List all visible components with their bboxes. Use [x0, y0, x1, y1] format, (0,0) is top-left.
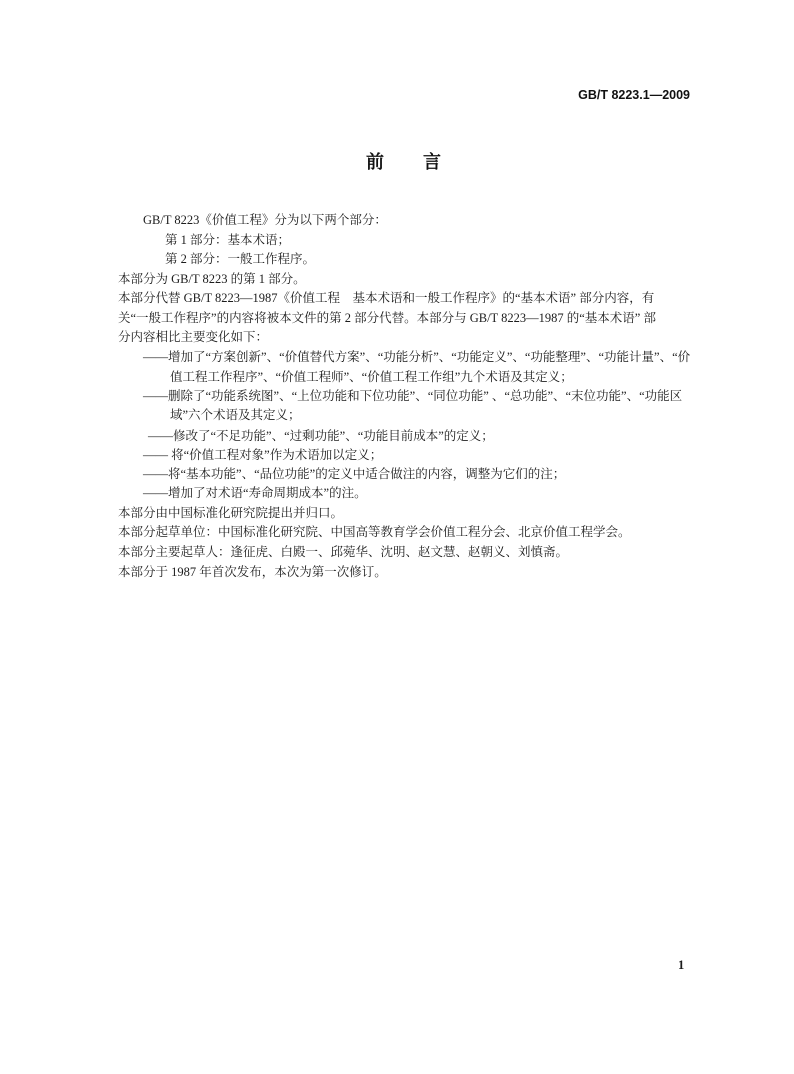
change-item-line: 值工程工作程序”、“价值工程师”、“价值工程工作组”九个术语及其定义；: [170, 369, 573, 384]
change-item-line: ——删除了“功能系统图”、“上位功能和下位功能”、“同位功能” 、“总功能”、“末位功能”、“功能区: [143, 388, 683, 403]
replacement-statement-line: 分内容相比主要变化如下：: [118, 329, 269, 344]
change-item-line: ——增加了对术语“寿命周期成本”的注。: [143, 485, 367, 500]
replacement-statement-line: 本部分代替 GB/T 8223—1987《价值工程 基本术语和一般工作程序》的“基本术语” 部分内容，有: [118, 290, 655, 305]
page-number: 1: [678, 958, 685, 972]
edition-history: 本部分于 1987 年首次发布，本次为第一次修订。: [118, 564, 387, 579]
preface-title: 前 言: [366, 152, 452, 172]
change-item-line: ——修改了“不足功能”、“过剩功能”、“功能目前成本”的定义；: [148, 428, 494, 443]
part-item: 第 1 部分：基本术语；: [165, 232, 291, 247]
part-item: 第 2 部分：一般工作程序。: [165, 251, 316, 266]
standard-number: GB/T 8223.1—2009: [578, 88, 690, 102]
drafters: 本部分主要起草人：逢征虎、白殿一、邱菀华、沈明、赵文慧、赵朝义、刘慎斋。: [118, 544, 569, 559]
change-item-line: —— 将“价值工程对象”作为术语加以定义；: [143, 447, 383, 462]
change-item-line: ——增加了“方案创新”、“价值替代方案”、“功能分析”、“功能定义”、“功能整理”、“功能计量”、“价: [143, 349, 691, 364]
change-item-line: ——将“基本功能”、“品位功能”的定义中适合做注的内容，调整为它们的注；: [143, 466, 566, 481]
parts-intro: GB/T 8223《价值工程》分为以下两个部分：: [143, 212, 387, 227]
replacement-statement-line: 关“一般工作程序”的内容将被本文件的第 2 部分代替。本部分与 GB/T 8223—1987 的“基本术语” 部: [118, 310, 656, 325]
part-statement: 本部分为 GB/T 8223 的第 1 部分。: [118, 271, 306, 286]
drafting-units: 本部分起草单位：中国标准化研究院、中国高等教育学会价值工程分会、北京价值工程学会。: [118, 524, 631, 539]
change-item-line: 域”六个术语及其定义；: [170, 407, 301, 422]
proposer-statement: 本部分由中国标准化研究院提出并归口。: [118, 505, 344, 520]
